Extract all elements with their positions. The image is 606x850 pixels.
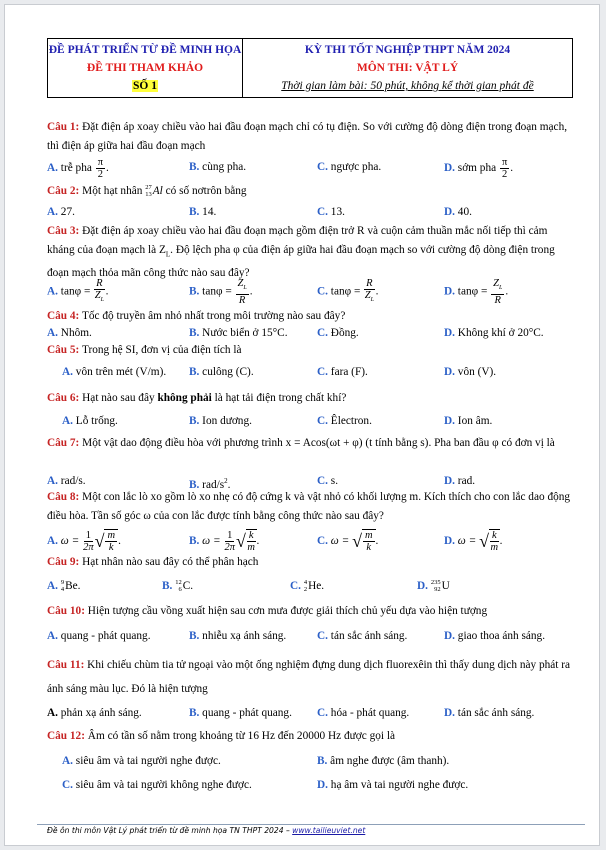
option-b[interactable]: B. tanφ = $\frac{Z_L}{R}$ . bbox=[189, 278, 253, 307]
question-2: Câu 2: Một hạt nhân 27 13 Al có số nơtrôn bằng bbox=[47, 184, 247, 199]
question-label: Câu 9: bbox=[47, 556, 80, 568]
square-root: √ $\frac{k}{m}$ bbox=[235, 530, 255, 554]
question-label: Câu 5: bbox=[47, 344, 80, 356]
option-d[interactable]: D. sớm pha $\frac{\pi}{2}$ . bbox=[444, 157, 514, 180]
question-4-options bbox=[47, 323, 575, 343]
option-a[interactable]: A. ω = $\frac{1}{2\pi}$ √ $\frac{m}{k}$ . bbox=[47, 529, 121, 554]
footer-link[interactable]: www.tailieuviet.net bbox=[292, 826, 366, 835]
question-10-options bbox=[47, 626, 575, 646]
option-d[interactable]: D. 235 92 U bbox=[417, 579, 450, 594]
question-label: Câu 3: bbox=[47, 225, 80, 237]
option-a[interactable]: A. quang - phát quang. bbox=[47, 630, 151, 642]
option-b[interactable]: B. nhiễu xạ ánh sáng. bbox=[189, 630, 287, 642]
question-9-options bbox=[47, 576, 575, 596]
fraction: $\frac{Z_L}{R}$ bbox=[237, 278, 247, 307]
option-b[interactable]: B. âm nghe được (âm thanh). bbox=[317, 755, 450, 767]
option-d[interactable]: D. vôn (V). bbox=[444, 366, 497, 378]
question-label: Câu 10: bbox=[47, 605, 85, 617]
question-5: Câu 5: Trong hệ SI, đơn vị của điện tích là bbox=[47, 344, 242, 356]
option-c[interactable]: C. ω = √ $\frac{m}{k}$ . bbox=[317, 530, 379, 554]
header-subject: MÔN THI: VẬT LÝ bbox=[356, 62, 459, 74]
question-6: Câu 6: Hạt nào sau đây không phải là hạt tải điện trong chất khí? bbox=[47, 392, 347, 404]
question-label: Câu 6: bbox=[47, 392, 80, 404]
header-exam-number: SỐ 1 bbox=[133, 80, 157, 92]
option-a[interactable]: A. Lỗ trống. bbox=[62, 415, 118, 427]
question-1-options bbox=[47, 157, 575, 180]
option-b[interactable]: B. 14. bbox=[189, 206, 217, 218]
question-11: Câu 11: Khi chiếu chùm tia tử ngoại vào một ống nghiệm đựng dung dịch fluorexêin thì thấy dung dịch này phát ra ánh sáng màu lục. Đó là hiện tượng bbox=[47, 659, 571, 695]
header-exam-type: ĐỀ THI THAM KHẢO bbox=[86, 62, 204, 74]
option-d[interactable]: D. Không khí ở 20°C. bbox=[444, 327, 544, 339]
footer-text: Đề ôn thi môn Vật Lý phát triển từ đề minh họa TN THPT 2024 – bbox=[47, 826, 293, 835]
option-c[interactable]: C. ngược pha. bbox=[317, 161, 382, 173]
question-1 bbox=[47, 118, 575, 156]
option-c[interactable]: C. siêu âm và tai người không nghe được. bbox=[62, 779, 252, 791]
exam-header bbox=[47, 38, 573, 98]
fraction: $\frac{Z_L}{R}$ bbox=[493, 278, 503, 307]
question-6-options bbox=[47, 411, 575, 431]
question-text: Đặt điện áp xoay chiều vào hai đầu đoạn mạch chỉ có tụ điện. So với cường độ dòng điện trong đoạn mạch, thì điện áp giữa hai đầu đoạn mạch bbox=[47, 121, 568, 152]
option-c[interactable]: C. 4 2 He. bbox=[290, 579, 325, 594]
header-exam-title: KỲ THI TỐT NGHIỆP THPT NĂM 2024 bbox=[304, 44, 511, 56]
option-b[interactable]: B. quang - phát quang. bbox=[189, 707, 292, 719]
question-label: Câu 4: bbox=[47, 310, 80, 322]
option-a[interactable]: A. rad/s. bbox=[47, 475, 86, 487]
option-a[interactable]: A. 9 4 Be. bbox=[47, 579, 81, 594]
option-c[interactable]: C. Êlectron. bbox=[317, 415, 372, 427]
square-root: √ $\frac{m}{k}$ bbox=[95, 529, 118, 553]
question-label: Câu 2: bbox=[47, 185, 80, 197]
option-d[interactable]: D. giao thoa ánh sáng. bbox=[444, 630, 546, 642]
option-b[interactable]: B. Ion dương. bbox=[189, 415, 252, 427]
fraction: $\frac{R}{Z_L}$ bbox=[94, 278, 104, 304]
question-label: Câu 8: bbox=[47, 491, 80, 503]
question-11-options bbox=[47, 703, 575, 723]
question-5-options bbox=[47, 362, 575, 382]
option-d[interactable]: D. rad. bbox=[444, 475, 476, 487]
option-d[interactable]: D. hạ âm và tai người nghe được. bbox=[317, 779, 469, 791]
header-left-cell bbox=[48, 39, 243, 97]
option-b[interactable]: B. rad/$s^2$. bbox=[189, 477, 231, 491]
option-b[interactable]: B. cùng pha. bbox=[189, 161, 247, 173]
question-2-options bbox=[47, 202, 575, 222]
option-d[interactable]: D. tanφ = $\frac{Z_L}{R}$ . bbox=[444, 278, 509, 307]
header-right-cell bbox=[243, 39, 572, 97]
option-d[interactable]: D. 40. bbox=[444, 206, 472, 218]
option-a[interactable]: A. siêu âm và tai người nghe được. bbox=[62, 755, 221, 767]
option-d[interactable]: D. tán sắc ánh sáng. bbox=[444, 707, 535, 719]
option-a[interactable]: A. 27. bbox=[47, 206, 75, 218]
square-root: √ $\frac{m}{k}$ bbox=[352, 529, 375, 553]
option-c[interactable]: C. Đồng. bbox=[317, 327, 359, 339]
option-c[interactable]: C. hóa - phát quang. bbox=[317, 707, 410, 719]
option-c[interactable]: C. tán sắc ánh sáng. bbox=[317, 630, 408, 642]
question-label: Câu 7: bbox=[47, 437, 80, 449]
question-12: Câu 12: Âm có tần số nằm trong khoảng từ 16 Hz đến 20000 Hz được gọi là bbox=[47, 730, 395, 742]
question-12-options-row2 bbox=[47, 775, 575, 795]
option-c[interactable]: C. 13. bbox=[317, 206, 345, 218]
question-label: Câu 12: bbox=[47, 730, 85, 742]
footer-divider bbox=[37, 824, 585, 825]
fraction: $\frac{R}{Z_L}$ bbox=[364, 278, 374, 304]
option-b[interactable]: B. Nước biển ở 15°C. bbox=[189, 327, 288, 339]
option-b[interactable]: B. culông (C). bbox=[189, 366, 254, 378]
square-root: √ $\frac{k}{m}$ bbox=[479, 530, 499, 554]
question-8: Câu 8: Một con lắc lò xo gồm lò xo nhẹ có độ cứng k và vật nhỏ có khối lượng m. Kích thích cho con lắc dao động điều hòa. Tần số góc ω của con lắc được tính bằng công thức nào sau đây? bbox=[47, 491, 571, 522]
question-7: Câu 7: Một vật dao động điều hòa với phương trình x = Acos(ωt + φ) (t tính bằng s). Pha ban đầu φ có đơn vị là bbox=[47, 437, 555, 449]
option-c[interactable]: C. tanφ = $\frac{R}{Z_L}$ . bbox=[317, 278, 378, 306]
question-9: Câu 9: Hạt nhân nào sau đây có thể phân hạch bbox=[47, 556, 259, 568]
option-c[interactable]: C. s. bbox=[317, 475, 339, 487]
option-c[interactable]: C. fara (F). bbox=[317, 366, 368, 378]
fraction: $\frac{\pi}{2}$ bbox=[501, 157, 508, 180]
fraction: $\frac{\pi}{2}$ bbox=[97, 157, 103, 180]
option-a[interactable]: A. vôn trên mét (V/m). bbox=[62, 366, 167, 378]
question-3-options bbox=[47, 278, 575, 307]
question-12-options-row1 bbox=[47, 751, 575, 771]
nuclide-notation: 27 13 bbox=[145, 184, 152, 199]
option-a[interactable]: A. trễ pha $\frac{\pi}{2}$ . bbox=[47, 157, 109, 180]
option-a[interactable]: A. tanφ = $\frac{R}{Z_L}$ . bbox=[47, 278, 108, 306]
option-a[interactable]: A. phản xạ ánh sáng. bbox=[47, 707, 142, 719]
option-b[interactable]: B. ω = $\frac{1}{2\pi}$ √ $\frac{k}{m}$ . bbox=[189, 529, 260, 554]
option-d[interactable]: D. Ion âm. bbox=[444, 415, 493, 427]
question-3: Câu 3: Đặt điện áp xoay chiều vào hai đầu đoạn mạch gồm điện trở R và cuộn cảm thuần mắc nối tiếp thì cảm kháng của đoạn mạch là $Z_L$. Độ lệch pha φ của điện áp giữa hai đầu đoạn mạch so với cường độ dòng điện trong đoạn mạch thỏa mãn công thức nào sau đây? bbox=[47, 225, 555, 280]
question-8-options bbox=[47, 526, 575, 556]
document-page bbox=[4, 4, 600, 846]
option-a[interactable]: A. Nhôm. bbox=[47, 327, 92, 339]
option-d[interactable]: D. ω = √ $\frac{k}{m}$ . bbox=[444, 530, 503, 554]
question-10: Câu 10: Hiện tượng cầu vồng xuất hiện sau cơn mưa được giải thích chủ yếu dựa vào hiện tượng bbox=[47, 605, 488, 617]
header-source-title: ĐỀ PHÁT TRIỂN TỪ ĐỀ MINH HỌA bbox=[48, 44, 242, 56]
question-4: Câu 4: Tốc độ truyền âm nhỏ nhất trong môi trường nào sau đây? bbox=[47, 310, 346, 322]
page-footer bbox=[47, 826, 365, 835]
header-time-note: Thời gian làm bài: 50 phút, không kể thời gian phát đề bbox=[281, 80, 534, 92]
question-label: Câu 11: bbox=[47, 659, 85, 671]
question-label: Câu 1: bbox=[47, 121, 80, 133]
option-b[interactable]: B. 12 6 C. bbox=[162, 579, 194, 594]
